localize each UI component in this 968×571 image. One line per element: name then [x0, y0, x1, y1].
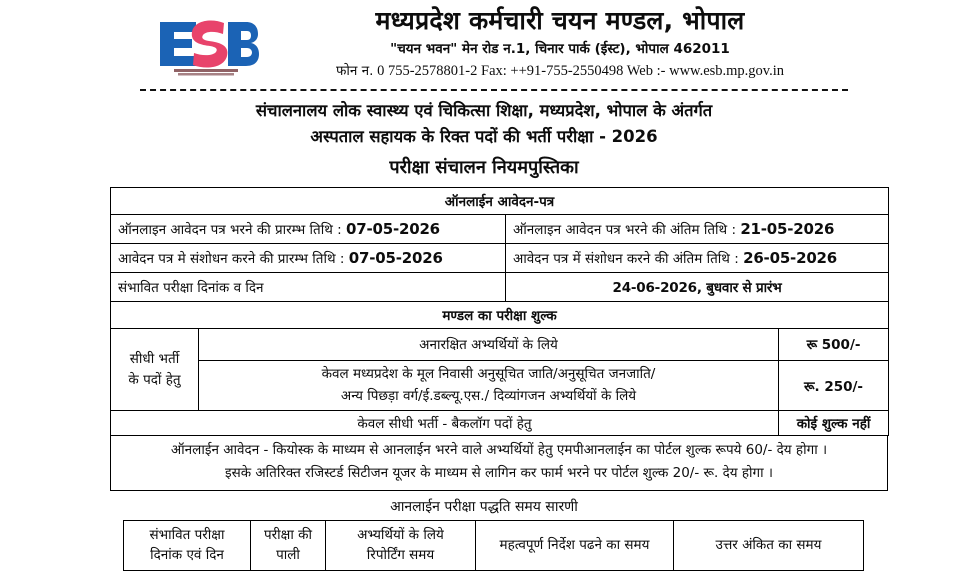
- schedule-header-shift-l1: परीक्षा की: [263, 526, 313, 543]
- side-label-line2: के पदों हेतु: [128, 371, 181, 388]
- online-end-value: 21-05-2026: [740, 219, 835, 238]
- correction-end-cell: [506, 243, 889, 272]
- fee-reserved-amount: रू. 250/-: [779, 360, 889, 410]
- page-header: [0, 0, 968, 83]
- schedule-header-reporting-time: [326, 520, 476, 570]
- table-row: [111, 243, 889, 272]
- org-identity: [272, 4, 968, 83]
- fee-reserved-desc-line2: अन्य पिछड़ा वर्ग/ई.डब्ल्यू.एस./ दिव्यांगजन अभ्यर्थियों के लिये: [340, 387, 637, 404]
- table-row: [111, 328, 889, 360]
- schedule-header-exam-date: [124, 520, 251, 570]
- exam-date-value: 24-06-2026, बुधवार से प्रारंभ: [506, 272, 889, 301]
- correction-start-value: 07-05-2026: [348, 248, 443, 267]
- schedule-header-shift-l2: पाली: [276, 547, 300, 564]
- online-start-cell: [111, 214, 506, 243]
- online-end-cell: [506, 214, 889, 243]
- online-start-label: ऑनलाइन आवेदन पत्र भरने की प्रारम्भ तिथि :: [118, 221, 342, 238]
- contact-details: 0 755-2578801-2 Fax: ++91-755-2550498 Web :- www.esb.mp.gov.in: [373, 62, 785, 79]
- correction-start-cell: [111, 243, 506, 272]
- schedule-header-reporting-l2: रिपोर्टिंग समय: [366, 547, 435, 564]
- exam-date-label-text: संभावित परीक्षा दिनांक व दिन: [118, 279, 264, 296]
- portal-note-line1: ऑनलाईन आवेदन - कियोस्क के माध्यम से आनलाईन भरने वाले अभ्यर्थियों हेतु एमपीआनलाईन का पोर्टल शुल्क रूपये 60/- देय होगा ।: [170, 442, 828, 459]
- fee-reserved-desc-line1: केवल मध्यप्रदेश के मूल निवासी अनुसूचित जाति/अनुसूचित जनजाति/: [321, 365, 656, 382]
- table-header-row: [124, 520, 864, 570]
- correction-start-label: आवेदन पत्र मे संशोधन करने की प्रारम्भ तिथि :: [118, 250, 345, 267]
- portal-note-line2: इसके अतिरिक्त रजिस्टर्ड सिटीजन यूजर के माध्यम से लागिन कर फार्म भरने पर पोर्टल शुल्क 20/- रू. देय होगा ।: [224, 465, 774, 482]
- document-title: [0, 98, 968, 181]
- esb-logo: [152, 4, 272, 78]
- correction-end-value: 26-05-2026: [743, 248, 838, 267]
- org-contact: [272, 61, 848, 83]
- portal-fee-note: [110, 436, 888, 490]
- table-row: [111, 272, 889, 301]
- exam-schedule-table: [123, 520, 864, 571]
- direct-recruitment-side-label: [111, 328, 199, 410]
- page-title-line2: अस्पताल सहायक के रिक्त पदों की भर्ती परीक्षा - 2026: [310, 127, 658, 147]
- fee-backlog-amount: कोई शुल्क नहीं: [779, 411, 889, 436]
- fee-band-label: मण्डल का परीक्षा शुल्क: [111, 301, 889, 328]
- fee-unreserved-desc: अनारक्षित अभ्यर्थियों के लिये: [199, 328, 779, 360]
- org-name: मध्यप्रदेश कर्मचारी चयन मण्डल, भोपाल: [375, 6, 745, 35]
- page-title-line3: परीक्षा संचालन नियमपुस्तिका: [389, 156, 579, 178]
- table-row: [111, 360, 889, 410]
- schedule-header-shift: [251, 520, 326, 570]
- page-title-line1: संचालनालय लोक स्वास्थ्य एवं चिकित्सा शिक्षा, मध्यप्रदेश, भोपाल के अंतर्गत: [255, 100, 713, 120]
- application-band-label: ऑनलाईन आवेदन-पत्र: [111, 187, 889, 214]
- exam-date-label: [111, 272, 506, 301]
- schedule-header-exam-date-l1: संभावित परीक्षा: [149, 526, 225, 543]
- table-row: [111, 301, 889, 328]
- schedule-header-reporting-l1: अभ्यर्थियों के लिये: [357, 526, 444, 543]
- table-row: [111, 187, 889, 214]
- schedule-header-exam-date-l2: दिनांक एवं दिन: [150, 547, 224, 564]
- schedule-caption: आनलाईन परीक्षा पद्धति समय सारणी: [390, 498, 578, 515]
- fee-unreserved-amount: रू 500/-: [779, 328, 889, 360]
- application-details-table: [110, 187, 889, 436]
- fee-backlog-desc: केवल सीधी भर्ती - बैकलॉग पदों हेतु: [111, 411, 779, 436]
- fee-reserved-desc: [199, 360, 779, 410]
- org-address: "चयन भवन" मेन रोड न.1, चिनार पार्क (ईस्ट), भोपाल 462011: [390, 40, 730, 57]
- table-row: [111, 214, 889, 243]
- header-divider: [140, 89, 848, 91]
- side-label-line1: सीधी भर्ती: [129, 350, 180, 367]
- esb-logo-icon: [152, 12, 260, 78]
- schedule-header-instructions-time: महत्वपूर्ण निर्देश पढने का समय: [476, 520, 674, 570]
- online-end-label: ऑनलाइन आवेदन पत्र भरने की अंतिम तिथि :: [513, 221, 737, 238]
- online-start-value: 07-05-2026: [345, 219, 440, 238]
- correction-end-label: आवेदन पत्र में संशोधन करने की अंतिम तिथि :: [513, 250, 739, 267]
- table-row: [111, 411, 889, 436]
- phone-label: फोन न.: [335, 62, 374, 79]
- schedule-header-answer-time: उत्तर अंकित का समय: [674, 520, 864, 570]
